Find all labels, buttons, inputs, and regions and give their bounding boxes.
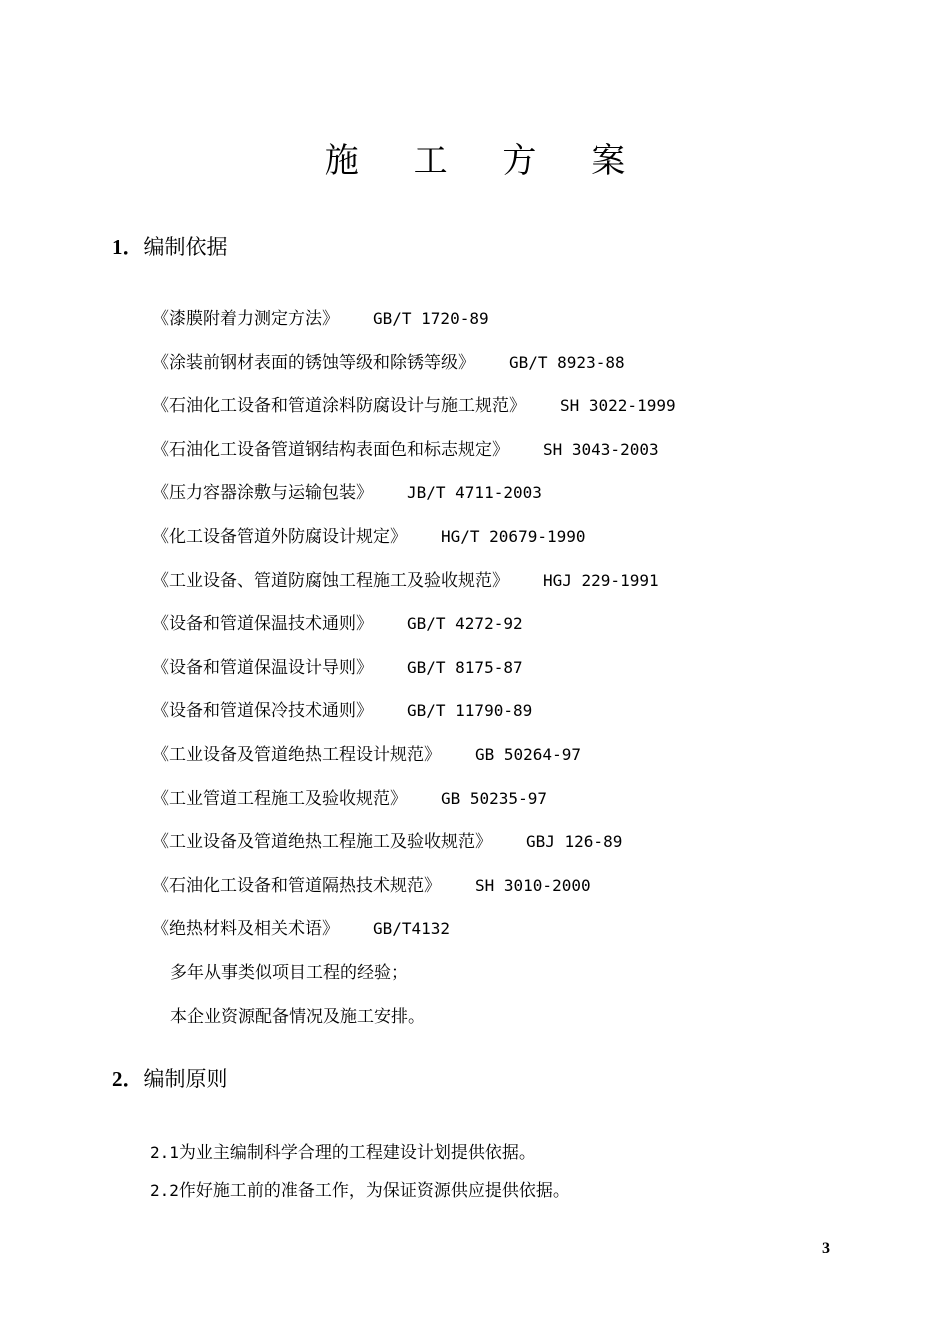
reference-code: HG/T 20679-1990 [441, 526, 586, 546]
reference-item [152, 825, 676, 869]
reference-name: 《石油化工设备管道钢结构表面色和标志规定》 [152, 439, 509, 460]
reference-item [152, 389, 676, 433]
reference-name: 《设备和管道保温技术通则》 [152, 614, 373, 635]
reference-name: 《设备和管道保温设计导则》 [152, 657, 373, 678]
reference-item [152, 869, 676, 913]
section-heading-2: 2．编制原则 [112, 1067, 228, 1091]
reference-code: JB/T 4711-2003 [407, 483, 542, 503]
reference-item [152, 433, 676, 477]
reference-item [152, 782, 676, 826]
principles-list [150, 1136, 570, 1212]
reference-code: GB/T 8175-87 [407, 657, 523, 677]
section-number: 2 [112, 1067, 123, 1091]
page-title: 施 工 方 案 [324, 141, 648, 181]
reference-name: 《石油化工设备和管道涂料防腐设计与施工规范》 [152, 396, 526, 417]
section-heading-1: 1．编制依据 [112, 235, 228, 259]
reference-code: SH 3022-1999 [560, 396, 676, 416]
reference-item [152, 564, 676, 608]
reference-code: GB 50235-97 [441, 788, 547, 808]
reference-name: 《设备和管道保冷技术通则》 [152, 701, 373, 722]
principle-item [150, 1136, 570, 1174]
reference-code: GB 50264-97 [475, 744, 581, 764]
principle-number: 2.1 [150, 1143, 179, 1162]
reference-name: 《压力容器涂敷与运输包装》 [152, 483, 373, 504]
reference-list [152, 302, 676, 1043]
reference-item [152, 694, 676, 738]
reference-name: 《涂装前钢材表面的锈蚀等级和除锈等级》 [152, 352, 475, 373]
reference-item [152, 520, 676, 564]
reference-name: 《漆膜附着力测定方法》 [152, 309, 339, 329]
reference-code: GB/T4132 [373, 919, 451, 939]
reference-code: SH 3043-2003 [543, 439, 659, 459]
basis-note: 多年从事类似项目工程的经验； [170, 962, 408, 983]
reference-code: SH 3010-2000 [475, 875, 591, 895]
reference-name: 《工业设备、管道防腐蚀工程施工及验收规范》 [152, 570, 509, 591]
principle-text: 为业主编制科学合理的工程建设计划提供依据。 [178, 1143, 536, 1163]
reference-code: GB/T 4272-92 [407, 614, 523, 634]
reference-item [152, 651, 676, 695]
reference-item [152, 912, 676, 956]
reference-item [152, 302, 676, 346]
reference-item [152, 476, 676, 520]
page-number: 3 [822, 1240, 830, 1257]
reference-name: 《工业设备及管道绝热工程设计规范》 [152, 744, 441, 765]
reference-item [152, 607, 676, 651]
section-number: 1 [112, 235, 123, 259]
reference-name: 《工业管道工程施工及验收规范》 [152, 788, 407, 809]
reference-code: GB/T 1720-89 [373, 309, 489, 328]
principle-item [150, 1174, 570, 1212]
reference-name: 《化工设备管道外防腐设计规定》 [152, 526, 407, 547]
reference-code: GBJ 126-89 [526, 832, 623, 852]
section-title: 编制依据 [143, 235, 228, 259]
principle-text: 作好施工前的准备工作，为保证资源供应提供依据。 [178, 1181, 570, 1201]
principle-number: 2.2 [150, 1181, 179, 1200]
basis-note: 本企业资源配备情况及施工安排。 [170, 1006, 425, 1027]
reference-code: GB/T 8923-88 [509, 352, 625, 372]
reference-name: 《绝热材料及相关术语》 [152, 919, 339, 940]
reference-code: GB/T 11790-89 [407, 701, 533, 721]
reference-item [152, 346, 676, 390]
reference-name: 《石油化工设备和管道隔热技术规范》 [152, 875, 441, 896]
reference-item [152, 738, 676, 782]
reference-name: 《工业设备及管道绝热工程施工及验收规范》 [152, 832, 492, 853]
reference-code: HGJ 229-1991 [543, 570, 659, 590]
section-title: 编制原则 [143, 1067, 228, 1091]
